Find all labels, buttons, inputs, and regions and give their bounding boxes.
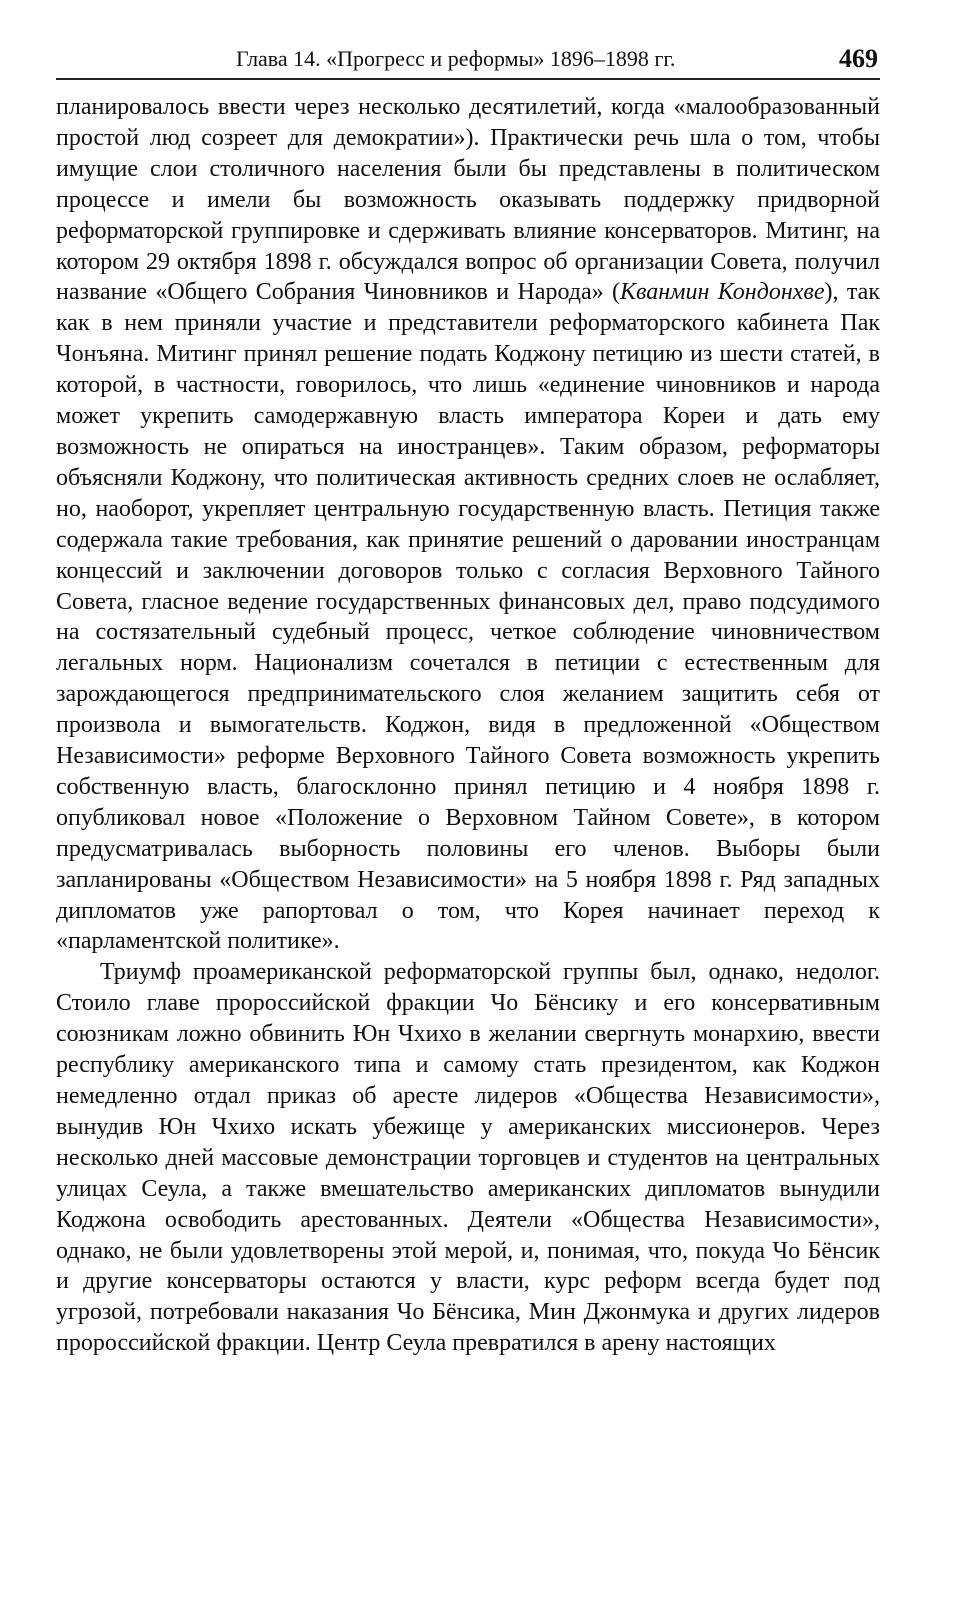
body-text [56, 92, 880, 1359]
book-page [56, 40, 880, 1359]
paragraph-1-text-end: ), так как в нем приняли участие и представители реформаторского кабинета Пак Чонъяна. Митинг принял решение подать Коджону петицию из шести статей, в которой, в частности, говорилось, что лишь «единение чиновников и народа может укрепить самодержавную власть императора Кореи и дать ему возможность не опираться на иностранцев». Таким образом, реформаторы объясняли Коджону, что политическая активность средних слоев не ослабляет, но, наоборот, укрепляет центральную государственную власть. Петиция также содержала такие требования, как принятие решений о даровании иностранцам концессий и заключении договоров только с согласия Верховного Тайного Совета, гласное ведение государственных финансовых дел, право подсудимого на состязательный судебный процесс, четкое соблюдение чиновничеством легальных норм. Национализм сочетался в петиции с естественным для зарождающегося предпринимательского слоя желанием защитить себя от произвола и вымогательств. Коджон, видя в предложенной «Обществом Независимости» реформе Верховного Тайного Совета возможность укрепить собственную власть, благосклонно принял петицию и 4 ноября 1898 г. опубликовал новое «Положение о Верховном Тайном Совете», в котором предусматривалась выборность половины его членов. Выборы были запланированы «Обществом Независимости» на 5 ноября 1898 г. Ряд западных дипломатов уже рапортовал о том, что Корея начинает переход к «парламентской политике». [56, 279, 880, 955]
running-header [56, 40, 880, 80]
paragraph-1-text-start: планировалось ввести через несколько десятилетий, когда «малообразованный простой люд созреет для демократии»). Практически речь шла о том, чтобы имущие слои столичного населения были бы представлены в политическом процессе и имели бы возможность оказывать поддержку придворной реформаторской группировке и сдерживать влияние консерваторов. Митинг, на котором 29 октября 1898 г. обсуждался вопрос об организации Совета, получил название «Общего Собрания Чиновников и Народа» ( [56, 94, 880, 306]
korean-term-italic: Кванмин Кондонхве [620, 279, 825, 306]
chapter-title: Глава 14. «Прогресс и реформы» 1896–1898 гг. [236, 46, 676, 71]
page-number: 469 [839, 44, 878, 73]
paragraph-2: Триумф проамериканской реформаторской группы был, однако, недолог. Стоило главе пророссийской фракции Чо Бёнсику и его консервативным союзникам ложно обвинить Юн Чхихо в желании свергнуть монархию, ввести республику американского типа и самому стать президентом, как Коджон немедленно отдал приказ об аресте лидеров «Общества Независимости», вынудив Юн Чхихо искать убежище у американских миссионеров. Через несколько дней массовые демонстрации торговцев и студентов на центральных улицах Сеула, а также вмешательство американских дипломатов вынудили Коджона освободить арестованных. Деятели «Общества Независимости», однако, не были удовлетворены этой мерой, и, понимая, что, покуда Чо Бёнсик и другие консерваторы остаются у власти, курс реформ всегда будет под угрозой, потребовали наказания Чо Бёнсика, Мин Джонмука и других лидеров пророссийской фракции. Центр Сеула превратился в арену настоящих [56, 959, 880, 1357]
paragraph-1 [56, 92, 880, 957]
